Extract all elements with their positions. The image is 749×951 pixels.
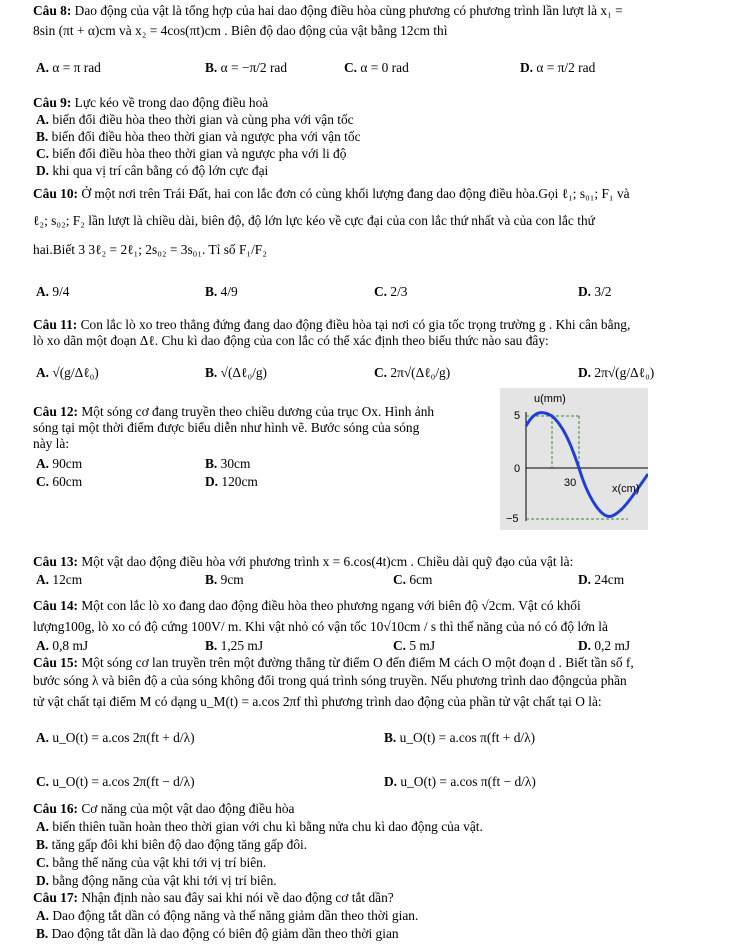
q12-line3: này là:: [33, 436, 70, 451]
q13-option-d: D. 24cm: [578, 572, 625, 587]
q17-option-a: A. Dao động tắt dần có động năng và thế năng giảm dần theo thời gian.: [36, 908, 419, 923]
q17-option-b: B. Dao động tắt dần là dao động có biên độ giảm dần theo thời gian: [36, 926, 399, 941]
q12-option-b: B. 30cm: [205, 456, 251, 471]
option-letter: A.: [36, 112, 50, 127]
q10-line1: Câu 10: Ở một nơi trên Trái Đất, hai con lắc đơn có cùng khối lượng đang dao động điều hòa.Gọi ℓ₁; s₀₁; F₁ và: [33, 186, 630, 201]
question-number: Câu 13:: [33, 554, 79, 569]
option-letter: D.: [578, 638, 592, 653]
option-letter: D.: [578, 572, 592, 587]
graph-x-tick: 30: [564, 477, 577, 489]
option-letter: D.: [578, 284, 592, 299]
q14-line1: Câu 14: Một con lắc lò xo đang dao động điều hòa theo phương ngang với biên độ √2cm. Vật có khối: [33, 598, 581, 613]
q11-option-d: D. 2π√(g/Δℓ₀): [578, 365, 655, 380]
graph-y-bottom: −5: [506, 513, 519, 525]
question-number: Câu 17:: [33, 890, 79, 905]
q13-option-a: A. 12cm: [36, 572, 83, 587]
q8-line1: Câu 8: Dao động của vật là tổng hợp của hai dao động điều hòa cùng phương có phương trình lần lượt là x₁ =: [33, 3, 623, 18]
question-number: Câu 9:: [33, 95, 72, 110]
q13-option-c: C. 6cm: [393, 572, 433, 587]
question-number: Câu 11:: [33, 317, 78, 332]
q9-option-a: A. biến đổi điều hòa theo thời gian và cùng pha với vận tốc: [36, 112, 354, 127]
q11-option-a: A. √(g/Δℓ₀): [36, 365, 99, 380]
option-letter: A.: [36, 819, 50, 834]
graph-y-top: 5: [514, 410, 521, 422]
q13-option-b: B. 9cm: [205, 572, 244, 587]
option-letter: C.: [393, 572, 407, 587]
q15-option-b: B. u_O(t) = a.cos π(ft + d/λ): [384, 730, 536, 745]
q9-title: Câu 9: Lực kéo về trong dao động điều hoà: [33, 95, 269, 110]
option-letter: B.: [205, 284, 218, 299]
q12-line2: sóng tại một thời điểm được biểu diễn như hình vẽ. Bước sóng của sóng: [33, 420, 420, 435]
question-number: Câu 10:: [33, 186, 79, 201]
q12-line1: Câu 12: Một sóng cơ đang truyền theo chiều dương của trục Ox. Hình ảnh: [33, 404, 435, 419]
option-letter: B.: [36, 837, 49, 852]
q11-line1: Câu 11: Con lắc lò xo treo thẳng đứng đang dao động điều hòa tại nơi có gia tốc trọng trường g . Khi cân bằng,: [33, 317, 631, 332]
question-number: Câu 8:: [33, 3, 72, 18]
option-letter: A.: [36, 365, 50, 380]
option-letter: D.: [578, 365, 592, 380]
question-number: Câu 15:: [33, 655, 79, 670]
option-letter: A.: [36, 284, 50, 299]
option-letter: C.: [344, 60, 358, 75]
q16-option-b: B. tăng gấp đôi khi biên độ dao động tăng gấp đôi.: [36, 837, 308, 852]
option-letter: D.: [520, 60, 534, 75]
q15-option-d: D. u_O(t) = a.cos π(ft − d/λ): [384, 774, 536, 789]
q9-option-b: B. biến đổi điều hòa theo thời gian và ngược pha với vận tốc: [36, 129, 361, 144]
q10-line3: hai.Biết 3 3ℓ₂ = 2ℓ₁; 2s₀₂ = 3s₀₁. Tỉ số F₁/F₂: [33, 242, 267, 257]
q8-line2: 8sin (πt + α)cm và x₂ = 4cos(πt)cm . Biên độ dao động của vật bằng 12cm thì: [33, 23, 448, 38]
option-letter: A.: [36, 456, 50, 471]
option-letter: C.: [36, 146, 50, 161]
graph-y-zero: 0: [514, 463, 521, 475]
q10-option-d: D. 3/2: [578, 284, 612, 299]
question-number: Câu 14:: [33, 598, 79, 613]
q15-option-a: A. u_O(t) = a.cos 2π(ft + d/λ): [36, 730, 195, 745]
q10-line2: ℓ₂; s₀₂; F₂ lần lượt là chiều dài, biên độ, độ lớn lực kéo về cực đại của con lắc thứ nhất và của con lắc thứ: [33, 213, 595, 228]
q15-line1: Câu 15: Một sóng cơ lan truyền trên một đường thẳng từ điểm O đến điểm M cách O một đoạn d . Biết tần số f,: [33, 655, 634, 670]
option-letter: A.: [36, 638, 50, 653]
q16-option-a: A. biến thiên tuần hoàn theo thời gian với chu kì bằng nửa chu kì dao động của vật.: [36, 819, 483, 834]
wave-graph-svg: [500, 388, 648, 530]
q9-option-c: C. biến đổi điều hòa theo thời gian và ngược pha với li độ: [36, 146, 347, 161]
option-letter: A.: [36, 730, 50, 745]
wave-curve: [526, 413, 648, 517]
q16-option-d: D. bằng động năng của vật khi tới vị trí biên.: [36, 873, 277, 888]
option-letter: B.: [205, 60, 218, 75]
option-letter: D.: [384, 774, 398, 789]
q10-option-a: A. 9/4: [36, 284, 70, 299]
option-letter: B.: [384, 730, 397, 745]
q10-option-c: C. 2/3: [374, 284, 408, 299]
option-letter: D.: [36, 163, 50, 178]
q12-option-c: C. 60cm: [36, 474, 83, 489]
q15-line2: bước sóng λ và biên độ a của sóng không đổi trong quá trình sóng truyền. Nếu phương trình dao độngcủa phần: [33, 673, 627, 688]
q14-option-d: D. 0,2 mJ: [578, 638, 631, 653]
q8-option-d: D. α = π/2 rad: [520, 60, 596, 75]
q9-option-d: D. khi qua vị trí cân bằng có độ lớn cực đại: [36, 163, 269, 178]
option-letter: C.: [393, 638, 407, 653]
q11-option-c: C. 2π√(Δℓ₀/g): [374, 365, 451, 380]
option-letter: B.: [205, 572, 218, 587]
option-letter: B.: [205, 638, 218, 653]
q14-option-c: C. 5 mJ: [393, 638, 436, 653]
q15-option-c: C. u_O(t) = a.cos 2π(ft − d/λ): [36, 774, 195, 789]
option-letter: C.: [36, 474, 50, 489]
q8-option-a: A. α = π rad: [36, 60, 101, 75]
option-letter: D.: [36, 873, 50, 888]
q16-title: Câu 16: Cơ năng của một vật dao động điều hòa: [33, 801, 295, 816]
q10-option-b: B. 4/9: [205, 284, 238, 299]
option-letter: B.: [36, 926, 49, 941]
option-letter: C.: [374, 284, 388, 299]
option-letter: C.: [36, 855, 50, 870]
q14-line2: lượng100g, lò xo có độ cứng 100V/ m. Khi vật nhỏ có vận tốc 10√10cm / s thì thế năng của nó có độ lớn là: [33, 619, 608, 634]
option-letter: C.: [374, 365, 388, 380]
q14-option-a: A. 0,8 mJ: [36, 638, 89, 653]
question-number: Câu 12:: [33, 404, 79, 419]
q15-line3: tử vật chất tại điểm M có dạng u_M(t) = a.cos 2πf thì phương trình dao động của phần tử vật chất tại O là:: [33, 694, 602, 709]
q12-option-a: A. 90cm: [36, 456, 83, 471]
q12-option-d: D. 120cm: [205, 474, 258, 489]
q8-option-b: B. α = −π/2 rad: [205, 60, 288, 75]
option-letter: B.: [36, 129, 49, 144]
q11-line2: lò xo dãn một đoạn Δℓ. Chu kì dao động của con lắc có thể xác định theo biểu thức nào sau đây:: [33, 333, 549, 348]
option-letter: A.: [36, 60, 50, 75]
q8-option-c: C. α = 0 rad: [344, 60, 409, 75]
option-letter: A.: [36, 572, 50, 587]
question-number: Câu 16:: [33, 801, 79, 816]
q11-option-b: B. √(Δℓ₀/g): [205, 365, 268, 380]
q13-line1: Câu 13: Một vật dao động điều hòa với phương trình x = 6.cos(4t)cm . Chiều dài quỹ đạo của vật là:: [33, 554, 574, 569]
wave-graph: [500, 388, 648, 530]
option-letter: B.: [205, 456, 218, 471]
option-letter: B.: [205, 365, 218, 380]
q14-option-b: B. 1,25 mJ: [205, 638, 264, 653]
graph-ylabel: u(mm): [534, 393, 566, 405]
option-letter: D.: [205, 474, 219, 489]
option-letter: A.: [36, 908, 50, 923]
q16-option-c: C. bằng thế năng của vật khi tới vị trí biên.: [36, 855, 267, 870]
option-letter: C.: [36, 774, 50, 789]
graph-xlabel: x(cm): [612, 483, 640, 495]
q17-title: Câu 17: Nhận định nào sau đây sai khi nói về dao động cơ tắt dần?: [33, 890, 394, 905]
